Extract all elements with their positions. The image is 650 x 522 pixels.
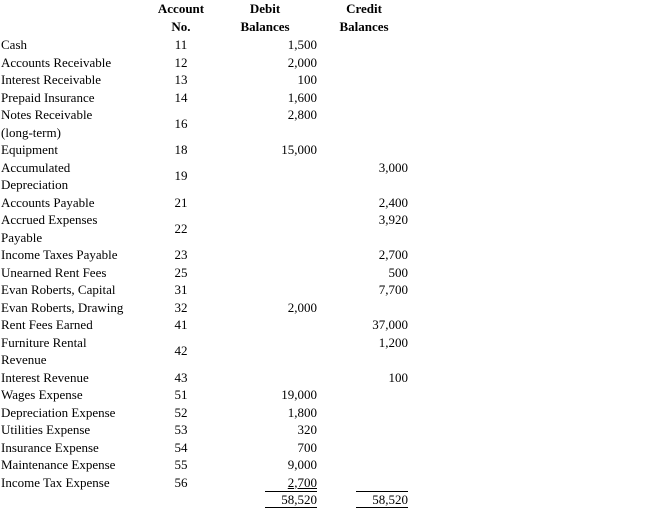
table-row — [0, 386, 410, 404]
account-name-line: Maintenance Expense — [1, 457, 116, 472]
debit-balance — [212, 439, 318, 457]
table-row — [0, 246, 410, 264]
table-row — [0, 439, 410, 457]
account-name-line: Utilities Expense — [1, 422, 91, 437]
account-number: 41 — [174, 317, 188, 332]
table-row — [0, 316, 410, 334]
account-number: 25 — [174, 264, 188, 280]
account-name-line: (long-term) — [1, 124, 61, 140]
debit-value: 2,000 — [287, 299, 317, 315]
debit-balance — [212, 71, 318, 89]
credit-balance — [318, 159, 410, 194]
account-number: 32 — [174, 299, 188, 315]
table-row — [0, 36, 410, 54]
table-row — [0, 159, 410, 194]
account-name-line: Notes Receivable — [1, 107, 93, 122]
account-name — [0, 281, 150, 299]
account-name — [0, 439, 150, 457]
credit-balance — [318, 404, 410, 422]
table-row — [0, 141, 410, 159]
account-name — [0, 264, 150, 282]
header-debit-line2: Balances — [240, 19, 290, 34]
credit-balance — [318, 36, 410, 54]
debit-value: 9,000 — [287, 457, 317, 472]
debit-value: 1,600 — [287, 89, 317, 105]
debit-balance — [212, 36, 318, 54]
account-number: 51 — [174, 387, 188, 402]
table-row — [0, 89, 410, 107]
credit-balance — [318, 421, 410, 439]
account-number: 54 — [174, 439, 188, 455]
debit-balance — [212, 141, 318, 159]
debit-value: 320 — [297, 422, 317, 437]
account-number: 19 — [174, 168, 188, 184]
account-number: 52 — [174, 404, 188, 420]
debit-balance — [212, 211, 318, 246]
account-name — [0, 159, 150, 194]
debit-balance — [212, 194, 318, 212]
account-number: 16 — [174, 115, 188, 131]
table-row — [0, 299, 410, 317]
credit-balance — [318, 141, 410, 159]
header-debit-line1: Debit — [249, 1, 281, 16]
header-account-no — [150, 0, 212, 36]
credit-balance — [318, 439, 410, 457]
credit-balance — [318, 54, 410, 72]
credit-value: 1,200 — [378, 334, 408, 350]
debit-value: 700 — [297, 439, 317, 455]
account-name — [0, 246, 150, 264]
debit-value: 1,800 — [287, 404, 317, 420]
table-row — [0, 211, 410, 246]
credit-balance — [318, 71, 410, 89]
header-debit — [212, 0, 318, 36]
total-credit-value: 58,520 — [356, 491, 408, 508]
table-row — [0, 456, 410, 474]
account-name-line: Revenue — [1, 352, 47, 367]
account-name-line: Interest Receivable — [1, 72, 101, 87]
account-name — [0, 421, 150, 439]
account-number: 11 — [174, 37, 188, 52]
totals-row — [0, 491, 410, 509]
account-name-line: Income Taxes Payable — [1, 247, 118, 262]
debit-balance — [212, 264, 318, 282]
debit-balance — [212, 456, 318, 474]
account-name-line: Insurance Expense — [1, 439, 99, 455]
debit-balance — [212, 404, 318, 422]
debit-balance — [212, 369, 318, 387]
table-row — [0, 194, 410, 212]
credit-value: 100 — [388, 369, 408, 385]
account-name-line: Accrued Expenses — [1, 212, 98, 227]
account-name-line: Accounts Receivable — [1, 54, 112, 70]
credit-balance — [318, 211, 410, 246]
debit-balance — [212, 246, 318, 264]
header-credit — [318, 0, 410, 36]
credit-balance — [318, 299, 410, 317]
account-name — [0, 211, 150, 246]
account-number: 23 — [174, 247, 188, 262]
credit-balance — [318, 456, 410, 474]
table-row — [0, 474, 410, 492]
account-number: 53 — [174, 422, 188, 437]
table-row — [0, 334, 410, 369]
account-name-line: Furniture Rental — [1, 334, 87, 350]
account-name-line: Prepaid Insurance — [1, 89, 95, 105]
account-name — [0, 404, 150, 422]
credit-value: 3,920 — [378, 212, 408, 227]
debit-balance — [212, 54, 318, 72]
credit-balance — [318, 106, 410, 141]
total-debit-value: 58,520 — [265, 491, 317, 508]
table-row — [0, 54, 410, 72]
account-name — [0, 54, 150, 72]
account-number: 13 — [174, 72, 188, 87]
debit-value: 2,700 — [287, 474, 317, 490]
credit-value: 37,000 — [372, 317, 408, 332]
account-name-line: Accounts Payable — [1, 194, 95, 210]
debit-balance — [212, 281, 318, 299]
credit-value: 3,000 — [378, 159, 408, 175]
account-number: 18 — [174, 142, 188, 157]
total-debit — [212, 491, 318, 509]
account-name — [0, 194, 150, 212]
debit-value: 2,800 — [287, 107, 317, 122]
account-number: 22 — [174, 220, 188, 236]
header-account-line2: No. — [171, 19, 191, 34]
credit-balance — [318, 194, 410, 212]
credit-value: 500 — [388, 264, 408, 280]
debit-balance — [212, 421, 318, 439]
debit-balance — [212, 106, 318, 141]
credit-balance — [318, 474, 410, 492]
account-number: 14 — [174, 89, 188, 105]
debit-value: 2,000 — [287, 54, 317, 70]
credit-balance — [318, 334, 410, 369]
account-name — [0, 456, 150, 474]
credit-balance — [318, 369, 410, 387]
account-number: 55 — [174, 457, 188, 472]
account-name-line: Income Tax Expense — [1, 474, 110, 490]
account-name-line: Interest Revenue — [1, 369, 89, 385]
credit-balance — [318, 264, 410, 282]
debit-value: 19,000 — [281, 387, 317, 402]
account-name — [0, 369, 150, 387]
credit-value: 2,400 — [378, 194, 408, 210]
account-number: 56 — [174, 474, 188, 490]
credit-balance — [318, 89, 410, 107]
debit-balance — [212, 334, 318, 369]
account-name-line: Equipment — [1, 142, 59, 157]
credit-balance — [318, 386, 410, 404]
credit-balance — [318, 281, 410, 299]
account-name — [0, 316, 150, 334]
account-name — [0, 141, 150, 159]
debit-balance — [212, 159, 318, 194]
account-name — [0, 106, 150, 141]
table-row — [0, 404, 410, 422]
credit-value: 2,700 — [378, 247, 408, 262]
account-name — [0, 334, 150, 369]
table-row — [0, 369, 410, 387]
account-number: 12 — [174, 54, 188, 70]
debit-value: 15,000 — [281, 142, 317, 157]
account-name-line: Depreciation — [1, 177, 69, 192]
totals-blank — [0, 491, 150, 509]
debit-balance — [212, 386, 318, 404]
credit-balance — [318, 316, 410, 334]
table-row — [0, 421, 410, 439]
debit-balance — [212, 89, 318, 107]
credit-value: 7,700 — [378, 282, 408, 297]
header-blank — [0, 0, 150, 36]
account-number: 42 — [174, 343, 188, 359]
account-name-line: Cash — [1, 37, 27, 52]
account-name-line: Rent Fees Earned — [1, 317, 93, 332]
debit-value: 1,500 — [287, 37, 317, 52]
account-name-line: Accumulated — [1, 159, 71, 175]
table-row — [0, 71, 410, 89]
account-name-line: Payable — [1, 229, 43, 245]
debit-balance — [212, 474, 318, 492]
debit-balance — [212, 299, 318, 317]
totals-blank-no — [150, 491, 212, 509]
table-row — [0, 264, 410, 282]
account-name — [0, 89, 150, 107]
table-row — [0, 281, 410, 299]
table-body — [0, 36, 410, 509]
debit-balance — [212, 316, 318, 334]
total-credit — [318, 491, 410, 509]
account-number: 31 — [174, 282, 188, 297]
account-name — [0, 474, 150, 492]
account-name-line: Wages Expense — [1, 387, 83, 402]
account-name — [0, 386, 150, 404]
header-account-line1: Account — [157, 1, 205, 16]
account-name-line: Evan Roberts, Drawing — [1, 299, 124, 315]
header-credit-line1: Credit — [346, 1, 382, 16]
table-row — [0, 106, 410, 141]
account-number: 21 — [174, 194, 188, 210]
account-name — [0, 299, 150, 317]
account-name — [0, 36, 150, 54]
account-name-line: Unearned Rent Fees — [1, 264, 107, 280]
credit-balance — [318, 246, 410, 264]
account-number: 43 — [174, 369, 188, 385]
table-header — [0, 0, 410, 36]
header-credit-line2: Balances — [339, 19, 389, 34]
account-name-line: Depreciation Expense — [1, 404, 116, 420]
debit-value: 100 — [297, 72, 317, 87]
account-name — [0, 71, 150, 89]
account-name-line: Evan Roberts, Capital — [1, 282, 116, 297]
